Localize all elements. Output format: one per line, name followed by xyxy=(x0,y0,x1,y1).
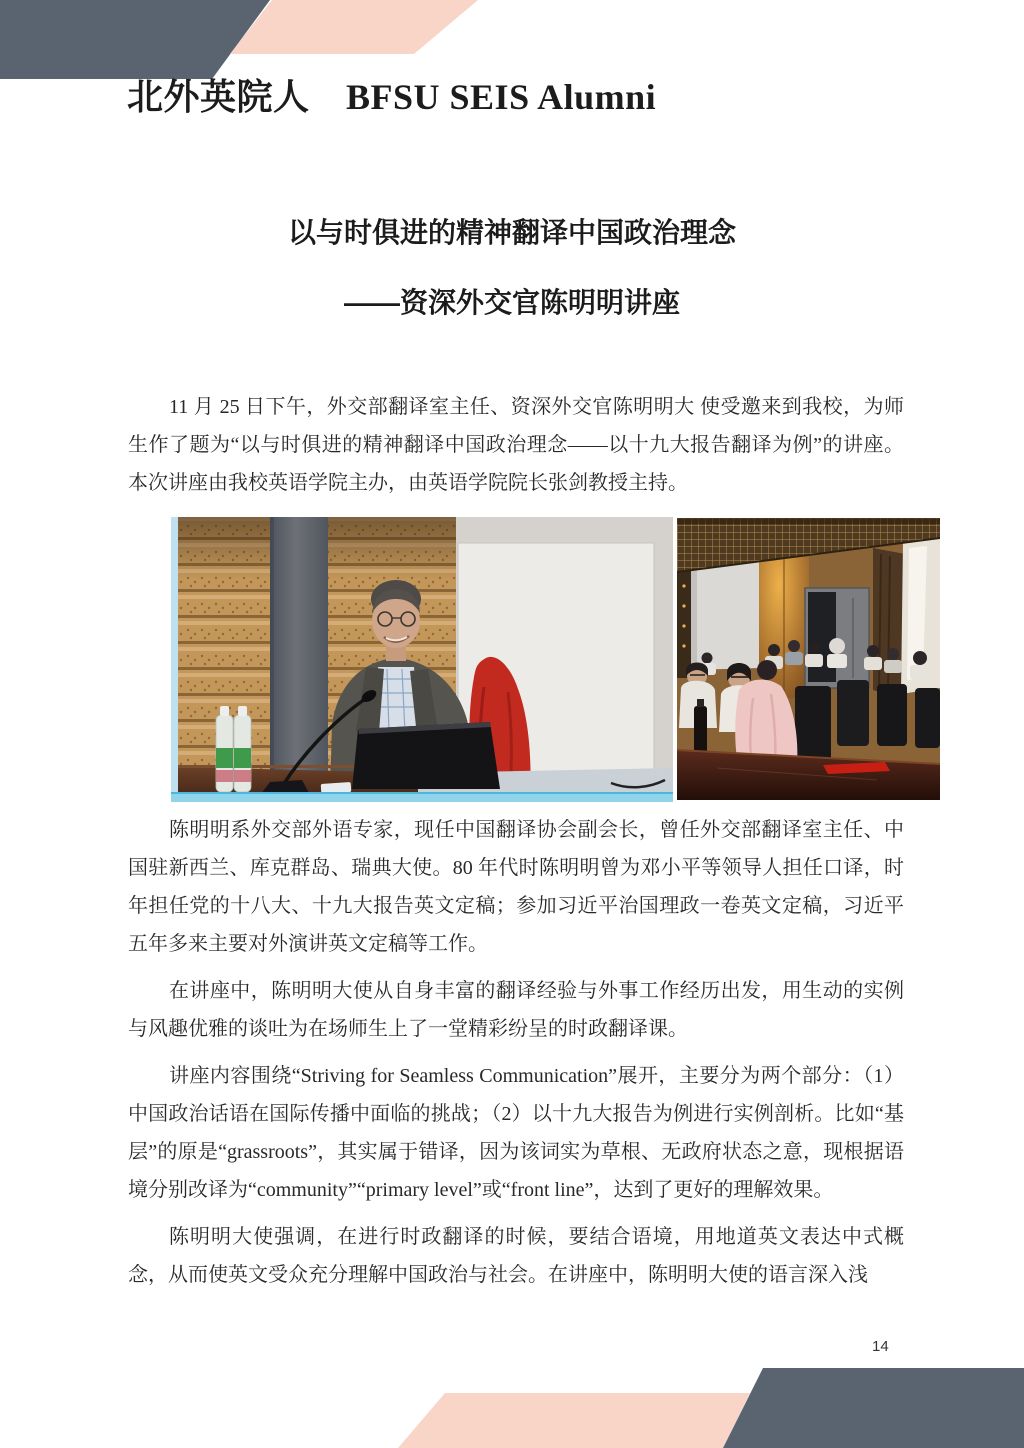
article-title: 以与时俱进的精神翻译中国政治理念 xyxy=(287,217,736,248)
top-left-gray-shape xyxy=(0,0,270,79)
paragraph-bio: 陈明明系外交部外语专家，现任中国翻译协会副会长，曾任外交部翻译室主任、中国驻新西兰、库克群岛、瑞典大使。80 年代时陈明明曾为邓小平等领导人担任口译，时年担任党的十八大、十九大报告英文定稿；参加习近平治国理政一卷英文定稿，习近平五年多来主要对外演讲英文定稿等工作。 xyxy=(128,819,904,955)
article-body xyxy=(128,811,904,1303)
article-subtitle: ——资深外交官陈明明讲座 xyxy=(343,287,680,318)
bottom-right-gray-shape xyxy=(723,1368,1024,1448)
audience-photo-illustration xyxy=(677,518,940,800)
speaker-photo xyxy=(171,517,673,802)
bottom-right-pink-shape xyxy=(398,1393,750,1448)
top-left-pink-shape xyxy=(230,0,478,54)
paragraph-intro: 11 月 25 日下午，外交部翻译室主任、资深外交官陈明明大 使受邀来到我校，为师生作了题为“以与时俱进的精神翻译中国政治理念——以十九大报告翻译为例”的讲座。本次讲座由我校英语学院主办，由英语学院院长张剑教授主持。 xyxy=(128,396,904,494)
page-number: 14 xyxy=(872,1338,889,1355)
paragraph-emphasis: 陈明明大使强调，在进行时政翻译的时候，要结合语境，用地道英文表达中式概念，从而使英文受众充分理解中国政治与社会。在讲座中，陈明明大使的语言深入浅 xyxy=(128,1226,904,1286)
masthead-title: 北外英院人 BFSU SEIS Alumni xyxy=(127,77,657,117)
speaker-photo-illustration xyxy=(171,517,673,802)
paragraph-lecture: 在讲座中，陈明明大使从自身丰富的翻译经验与外事工作经历出发，用生动的实例与风趣优雅的谈吐为在场师生上了一堂精彩纷呈的时政翻译课。 xyxy=(128,980,904,1040)
paragraph-content: 讲座内容围绕“Striving for Seamless Communication”展开，主要分为两个部分：（1）中国政治话语在国际传播中面临的挑战；（2）以十九大报告为例进行实例剖析。比如“基层”的原是“grassroots”，其实属于错译，因为该词实为草根、无政府状态之意，现根据语境分别改译为“community”“primary level”或“front line”，达到了更好的理解效果。 xyxy=(128,1065,904,1201)
audience-photo xyxy=(677,517,940,800)
photo-row xyxy=(171,517,940,802)
